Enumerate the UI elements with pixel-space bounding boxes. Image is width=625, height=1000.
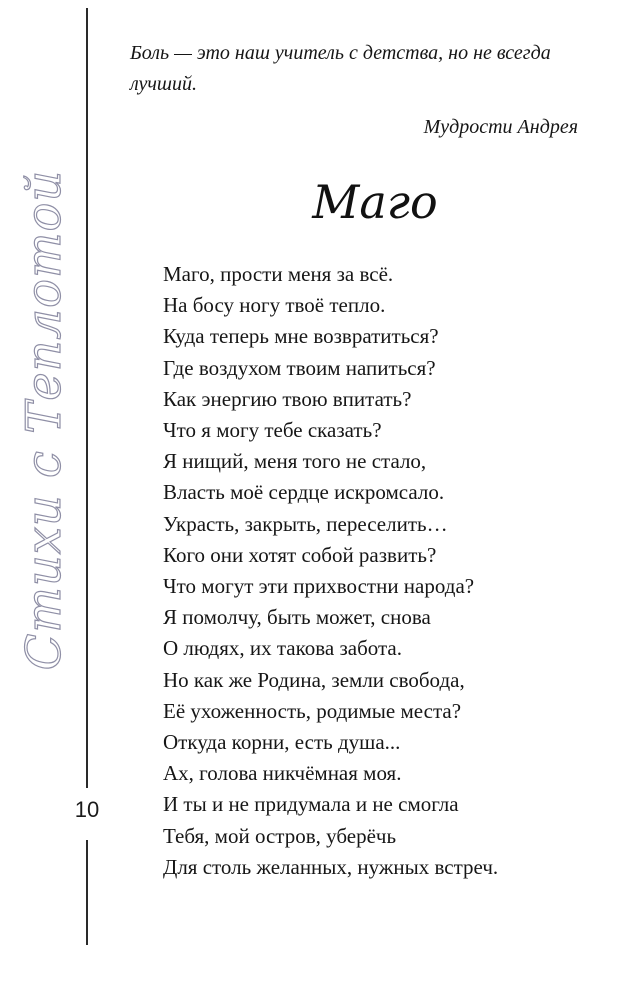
- poem-line: Ах, голова никчёмная моя.: [163, 761, 402, 786]
- poem-line: Для столь желанных, нужных встреч.: [163, 854, 499, 879]
- poem-line: Власть моё сердце искромсало.: [163, 480, 445, 505]
- poem-line: Тебя, мой остров, уберёчь: [163, 823, 397, 848]
- poem-body: [163, 259, 498, 883]
- poem-line: Что я могу тебе сказать?: [163, 418, 382, 443]
- poem-line: Я помолчу, быть может, снова: [163, 605, 431, 630]
- poem-title: Маго: [312, 175, 438, 229]
- poem-line: Что могут эти прихвостни народа?: [163, 574, 475, 599]
- poem-line: Её ухоженность, родимые места?: [163, 698, 462, 723]
- page-number: 10: [74, 797, 100, 822]
- poem-line: Кого они хотят собой развить?: [163, 542, 437, 567]
- vertical-rule-top: [86, 8, 88, 788]
- epigraph-author: Мудрости Андрея: [423, 116, 578, 138]
- poem-line: О людях, их такова забота.: [163, 636, 402, 661]
- poem-line: Где воздухом твоим напиться?: [163, 355, 436, 380]
- side-book-title: Стихи с Теплотой: [16, 169, 72, 671]
- poem-line: Украсть, закрыть, переселить…: [163, 511, 448, 536]
- poem-line: Куда теперь мне возвратиться?: [163, 324, 439, 349]
- vertical-rule-bottom: [86, 840, 88, 945]
- poem-line: Но как же Родина, земли свобода,: [163, 667, 465, 692]
- poem-line: Я нищий, меня того не стало,: [163, 449, 427, 474]
- poem-line: Маго, прости меня за всё.: [163, 262, 394, 286]
- poem-line: И ты и не придумала и не смогла: [163, 792, 459, 817]
- poem-line: На босу ногу твоё тепло.: [163, 293, 386, 318]
- poem-line: Как энергию твою впитать?: [163, 386, 412, 411]
- epigraph-text: Боль — это наш учитель с детства, но не всегда лучший.: [130, 42, 551, 95]
- poem-line: Откуда корни, есть душа...: [163, 730, 401, 755]
